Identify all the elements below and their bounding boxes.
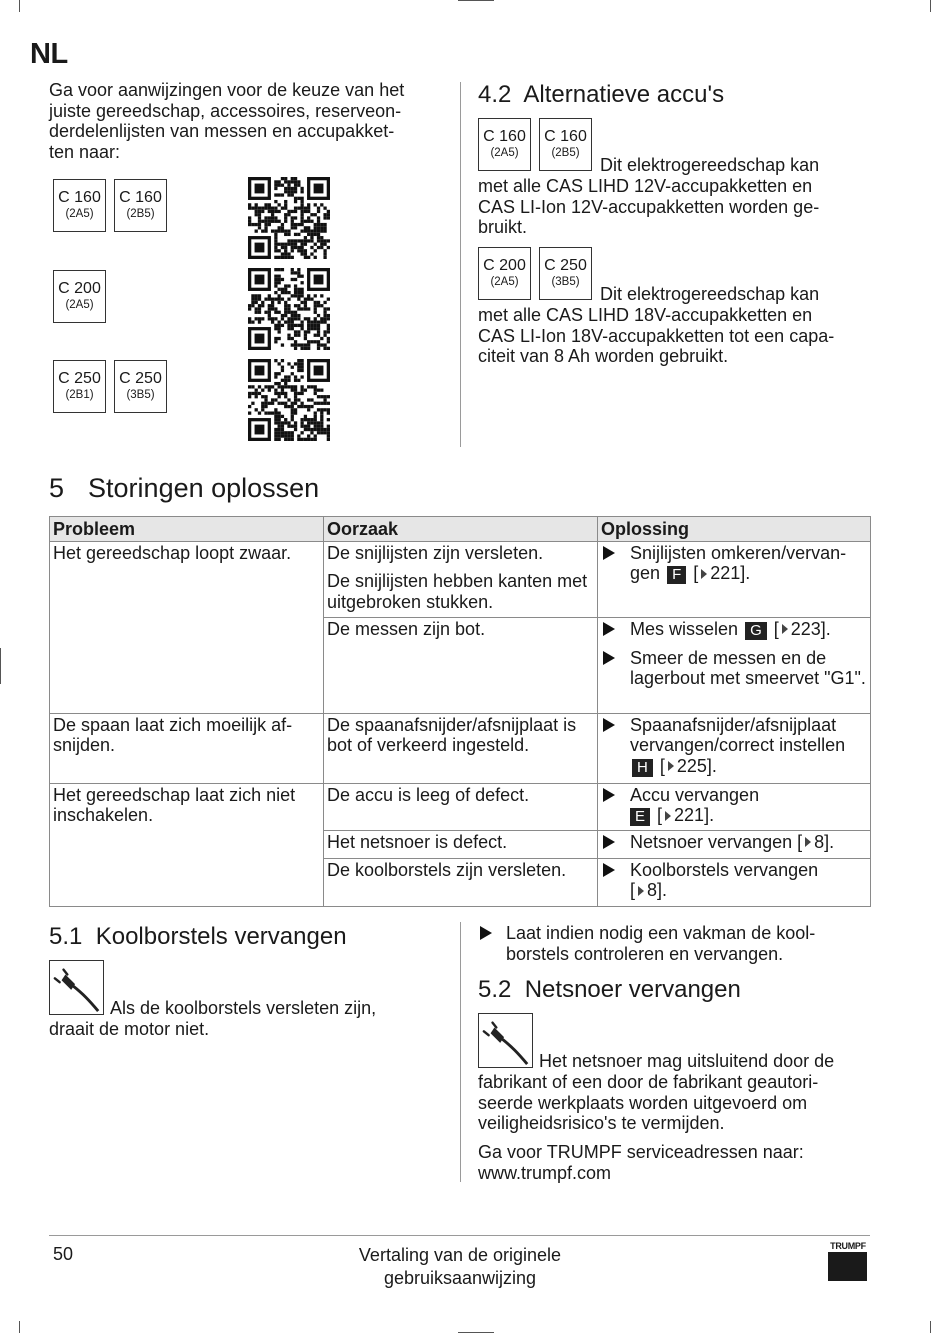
page-number: 50: [53, 1244, 74, 1264]
problem-cell: Het gereedschap loopt zwaar.: [50, 541, 324, 713]
section-title: Koolborstels vervangen: [95, 923, 347, 950]
figure-ref-badge[interactable]: E: [630, 808, 650, 826]
solution-text: Accu vervangen: [630, 784, 760, 805]
language-marker: NL: [30, 38, 68, 70]
bullet-triangle-icon: [603, 651, 615, 665]
solution-text: Spaanafsnijder/afsnijplaat vervangen/correct instellen: [630, 714, 846, 755]
cause-cell: [324, 541, 598, 617]
battery-note-12v: [478, 176, 870, 238]
model-box: [478, 247, 531, 300]
solution-text: Mes wisselen: [630, 618, 739, 639]
header-cause: Oorzaak: [324, 517, 598, 542]
text-line: Laat indien nodig een vakman de kool-: [506, 923, 816, 943]
solution-text: Koolborstels vervangen: [630, 859, 819, 880]
bullet-triangle-icon: [603, 622, 615, 636]
crop-mark-top-right: [930, 0, 931, 12]
section-title: Storingen oplossen: [88, 473, 320, 503]
bullet-triangle-icon: [603, 835, 615, 849]
model-name: C 160: [544, 128, 587, 145]
text-line: bruikt.: [478, 217, 528, 237]
model-name: C 250: [119, 370, 162, 387]
bullet-triangle-icon: [603, 718, 615, 732]
solution-cell: [598, 783, 871, 830]
section-heading-5-2: [478, 976, 741, 1004]
model-variant: (2A5): [490, 276, 519, 288]
model-variant: (2A5): [490, 147, 519, 159]
text-line: borstels controleren en vervangen.: [506, 943, 784, 964]
model-name: C 160: [483, 128, 526, 145]
model-name: C 160: [58, 189, 101, 206]
cause-text: De snijlijsten zijn versleten.: [327, 542, 544, 563]
page-ref-arrow-icon: [665, 811, 671, 821]
service-address-note: [478, 1142, 870, 1183]
table-row: [50, 713, 871, 783]
qr-code-icon[interactable]: [248, 359, 330, 441]
solution-cell: [598, 830, 871, 858]
footer-caption: [300, 1244, 620, 1290]
text-line: gebruiksaanwijzing: [383, 1268, 537, 1288]
text-line: Vertaling van de originele: [358, 1245, 562, 1265]
footer-rule: [49, 1235, 870, 1236]
cause-text: De snijlijsten hebben kanten met uitgebroken stukken.: [327, 571, 588, 612]
model-variant: (2B5): [551, 147, 580, 159]
solution-cell: [598, 617, 871, 713]
page-ref[interactable]: 221].: [710, 563, 751, 583]
bullet-triangle-icon: [603, 788, 615, 802]
section-heading-4-2: [478, 81, 724, 109]
bullet-triangle-icon: [480, 926, 492, 940]
model-name: C 200: [483, 257, 526, 274]
cause-cell: De koolborstels zijn versleten.: [324, 858, 598, 906]
text-line: fabrikant of een door de fabrikant geautori-: [478, 1072, 819, 1092]
plug-icon: [478, 1013, 533, 1068]
battery-note-first-line: Dit elektrogereedschap kan: [600, 284, 820, 304]
solution-step: Accu vervangen E [ 221].: [601, 785, 867, 827]
solution-cell: [598, 541, 871, 617]
model-box: [53, 270, 106, 323]
cause-cell: De spaanafsnijder/afsnijplaat is bot of verkeerd ingesteld.: [324, 713, 598, 783]
section-heading-5-1: [49, 923, 347, 951]
text-line: CAS LI-Ion 18V-accupakketten tot een capa-: [478, 325, 835, 346]
section-heading-5: [49, 473, 319, 503]
crop-mark-bottom-left: [19, 1321, 20, 1333]
website-link[interactable]: www.trumpf.com: [478, 1162, 612, 1183]
cause-cell: De messen zijn bot.: [324, 617, 598, 713]
cause-cell: Het netsnoer is defect.: [324, 830, 598, 858]
solution-step: Spaanafsnijder/afsnijplaat vervangen/correct instellen H [ 225].: [601, 715, 867, 777]
solution-text: Snijlijsten omkeren/vervan-gen: [630, 542, 847, 583]
cord-note-first-line: Het netsnoer mag uitsluitend door de: [539, 1051, 835, 1071]
model-variant: (2A5): [65, 208, 94, 220]
solution-step: Koolborstels vervangen [ 8].: [601, 860, 867, 901]
logo-text: TRUMPF: [830, 1241, 866, 1251]
model-box: [478, 118, 531, 171]
logo-block: [828, 1252, 867, 1281]
figure-ref-badge[interactable]: H: [632, 759, 653, 777]
model-variant: (2B5): [126, 208, 155, 220]
table-row: [50, 783, 871, 830]
solution-step: Snijlijsten omkeren/vervan-gen F [ 221].: [601, 543, 867, 585]
section-number: 4.2: [478, 81, 512, 108]
page-ref-arrow-icon: [782, 624, 788, 634]
crop-mark-top-center: [458, 0, 494, 1]
text-line: Ga voor TRUMPF serviceadressen naar:: [478, 1142, 804, 1162]
model-box: [539, 118, 592, 171]
header-problem: Probleem: [50, 517, 324, 542]
solution-step: [601, 648, 867, 689]
model-name: C 160: [119, 189, 162, 206]
intro-line: juiste gereedschap, accessoires, reserveon-: [49, 100, 402, 121]
intro-line: ten naar:: [49, 141, 121, 162]
column-divider: [460, 82, 461, 447]
figure-ref-badge[interactable]: F: [667, 566, 686, 584]
model-variant: (3B5): [126, 389, 155, 401]
page-ref-arrow-icon: [668, 761, 674, 771]
text-line: citeit van 8 Ah worden gebruikt.: [478, 346, 729, 366]
page-ref[interactable]: 8].: [647, 880, 668, 900]
text-line: met alle CAS LIHD 18V-accupakketten en: [478, 305, 813, 325]
vakman-bullet: [478, 923, 870, 964]
text-line: veiligheidsrisico's te vermijden.: [478, 1113, 725, 1133]
model-name: C 250: [544, 257, 587, 274]
qr-code-icon[interactable]: [248, 268, 330, 350]
brush-note-rest: draait de motor niet.: [49, 1019, 210, 1039]
section-title: Alternatieve accu's: [523, 81, 725, 108]
solution-text: Smeer de messen en de lagerbout met smeervet "G1".: [630, 647, 866, 688]
figure-ref-badge[interactable]: G: [745, 622, 767, 640]
solution-step: Mes wisselen G [ 223].: [601, 619, 867, 640]
crop-mark-top-left: [19, 0, 20, 12]
bullet-triangle-icon: [603, 863, 615, 877]
qr-code-icon[interactable]: [248, 177, 330, 259]
cord-note-rest: [478, 1072, 870, 1134]
page-ref[interactable]: 221].: [674, 805, 715, 825]
page-ref[interactable]: 8].: [814, 831, 835, 852]
troubleshooting-table: [49, 516, 871, 907]
model-variant: (3B5): [551, 276, 580, 288]
model-box: [539, 247, 592, 300]
solution-cell: [598, 858, 871, 906]
problem-cell: De spaan laat zich moeilijk af-snijden.: [50, 713, 324, 783]
problem-cell: Het gereedschap laat zich niet inschakelen.: [50, 783, 324, 906]
plug-icon: [49, 960, 104, 1015]
model-box: [53, 179, 106, 232]
table-header-row: [50, 517, 871, 542]
bullet-triangle-icon: [603, 546, 615, 560]
text-line: seerde werkplaats worden uitgevoerd om: [478, 1092, 808, 1113]
page-ref[interactable]: 223].: [790, 618, 831, 639]
page-ref-arrow-icon: [805, 837, 811, 847]
model-name: C 200: [58, 280, 101, 297]
battery-note-first-line: Dit elektrogereedschap kan: [600, 155, 820, 175]
page-ref-arrow-icon: [701, 569, 707, 579]
table-row: [50, 541, 871, 617]
model-box: [53, 360, 106, 413]
text-line: met alle CAS LIHD 12V-accupakketten en: [478, 176, 813, 196]
header-solution: Oplossing: [598, 517, 871, 542]
section-number: 5.1: [49, 923, 83, 950]
intro-line: Ga voor aanwijzingen voor de keuze van het: [49, 80, 405, 100]
crop-mark-bottom-right: [930, 1321, 931, 1333]
model-name: C 250: [58, 370, 101, 387]
model-variant: (2B1): [65, 389, 94, 401]
crop-mark-left-middle: [0, 648, 1, 684]
intro-paragraph: [49, 80, 449, 162]
section-number: 5: [49, 473, 65, 503]
brush-note-first-line: Als de koolborstels versleten zijn,: [110, 998, 377, 1018]
section-number: 5.2: [478, 976, 512, 1003]
solution-text: Netsnoer vervangen [: [630, 831, 803, 852]
cause-cell: De accu is leeg of defect.: [324, 783, 598, 830]
section-title: Netsnoer vervangen: [524, 976, 741, 1003]
intro-line: derdelenlijsten van messen en accupakket-: [49, 121, 395, 141]
solution-step: [601, 832, 867, 853]
battery-note-18v: [478, 305, 870, 367]
column-divider: [460, 922, 461, 1182]
text-line: CAS LI-Ion 12V-accupakketten worden ge-: [478, 196, 820, 217]
model-variant: (2A5): [65, 299, 94, 311]
page-ref[interactable]: 225].: [676, 755, 717, 776]
solution-cell: [598, 713, 871, 783]
page-ref-arrow-icon: [638, 886, 644, 896]
trumpf-logo: [828, 1242, 868, 1281]
model-box: [114, 179, 167, 232]
model-box: [114, 360, 167, 413]
